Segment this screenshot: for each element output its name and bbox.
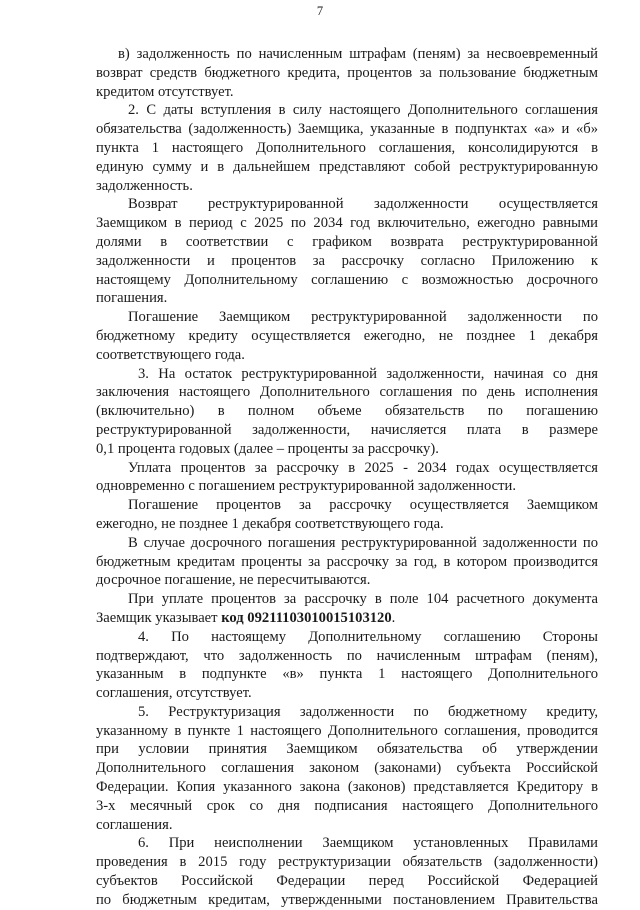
text-line: соглашения, отсутствует. [96,685,252,702]
budget-classification-code: код 09211103010015103120 [221,609,392,626]
text-line: При уплате процентов за рассрочку в поле 104 расчетного документа [128,591,598,608]
paragraph-payment-code [96,590,598,628]
text-line: проведения в 2015 году реструктуризации обязательств (задолженности) [96,854,598,871]
text-line: В случае досрочного погашения реструктурированной задолженности по [128,534,598,551]
text-line: бюджетным кредитам проценты за рассрочку за год, в котором производится [96,553,598,570]
text-line: задолженности и процентов за рассрочку согласно Приложению к [96,252,598,269]
text-line: 5. Реструктуризация задолженности по бюджетному кредиту, [138,703,598,720]
text-line: заключения настоящего Дополнительного соглашения по день исполнения [96,384,598,401]
text-line: 4. По настоящему Дополнительному соглашению Стороны [138,628,598,645]
document-body [96,45,598,910]
text-line: 3-х месячный срок со дня подписания настоящего Дополнительного [96,797,598,814]
text-line: ежегодно, не позднее 1 декабря соответствующего года. [96,515,444,532]
text-fragment: . [391,609,396,626]
text-line: задолженность. [96,177,193,194]
text-line: бюджетному кредиту осуществляется ежегодно, не позднее 1 декабря [96,327,598,344]
text-line: соглашения. [96,816,173,833]
page-number: 7 [316,4,324,18]
text-line: 3. На остаток реструктурированной задолженности, начиная со дня [138,365,598,382]
text-line: одновременно с погашением реструктурированной задолженности. [96,478,516,495]
paragraph-repayment-schedule [96,195,598,308]
text-line: 6. При неисполнении Заемщиком установленных Правилами [138,835,598,852]
text-line: (включительно) в полном объеме обязательств по погашению [96,403,598,420]
text-line: долями в соответствии с графиком возврата реструктурированной [96,233,598,250]
paragraph-interest-payment [96,459,598,497]
text-line: досрочное погашение, не пересчитываются. [96,572,371,589]
paragraph-interest-deadline [96,496,598,534]
text-line: Заемщиком в период с 2025 по 2034 год включительно, ежегодно равными [96,215,598,232]
paragraph-3-interest [96,365,598,459]
text-line: Федерации. Копия указанного закона (законов) представляется Кредитору в [96,779,598,796]
text-fragment: Заемщик указывает [96,609,222,626]
paragraph-6-non-compliance [96,834,598,909]
text-line: погашения. [96,290,168,307]
text-line: 2. С даты вступления в силу настоящего Дополнительного соглашения [128,102,598,119]
text-line: при условии принятия Заемщиком обязательства об утверждении [96,741,598,758]
text-line [96,609,598,628]
paragraph-4-no-fines [96,628,598,703]
text-line: Дополнительного соглашения законом (законами) субъекта Российской [96,760,598,777]
paragraph-early-repayment [96,534,598,590]
text-line: по бюджетным кредитам, утвержденными постановлением Правительства [96,891,598,908]
paragraph-5-restructuring-conditions [96,703,598,835]
text-line: в) задолженность по начисленным штрафам (пеням) за несвоевременный [118,46,598,62]
paragraph-2-consolidation [96,101,598,195]
text-line: Погашение Заемщиком реструктурированной задолженности по [128,309,598,326]
text-line: возврат средств бюджетного кредита, процентов за пользование бюджетным [96,64,598,81]
text-line: субъектов Российской Федерации перед Российской Федерацией [96,873,598,890]
text-line: подтверждают, что задолженность по начисленным штрафам (пеням), [96,647,598,664]
text-line: единую сумму и в дальнейшем представляют собой реструктурированную [96,158,598,175]
text-line: кредитом отсутствует. [96,83,234,100]
text-line: Погашение процентов за рассрочку осуществляется Заемщиком [128,497,598,514]
text-line: указанным в подпункте «в» пункта 1 настоящего Дополнительного [96,666,598,683]
text-line: Уплата процентов за рассрочку в 2025 - 2034 годах осуществляется [128,459,598,476]
text-line: обязательства (задолженность) Заемщика, указанные в подпунктах «а» и «б» [96,121,598,138]
text-line: соответствующего года. [96,346,245,363]
paragraph-repayment-deadline [96,308,598,364]
text-line: настоящему Дополнительному соглашению с возможностью досрочного [96,271,598,288]
text-line: пункта 1 настоящего Дополнительного соглашения, консолидируются в [96,139,598,156]
text-line: Возврат реструктурированной задолженности осуществляется [128,196,598,213]
text-line: 0,1 процента годовых (далее – проценты за рассрочку). [96,440,439,457]
text-line: указанному в пункте 1 настоящего Дополнительного соглашения, проводится [96,722,598,739]
text-line: реструктурированной задолженности, начисляется плата в размере [96,421,598,438]
paragraph-1v-fines [96,45,598,101]
